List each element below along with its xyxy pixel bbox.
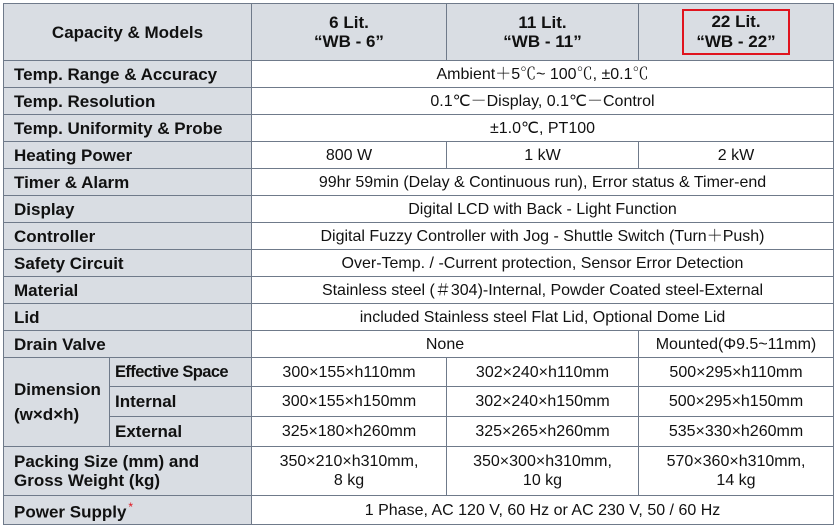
model-22-header <box>639 4 834 61</box>
safety-row <box>4 250 834 277</box>
timer-value: 99hr 59min (Delay & Continuous run), Error status & Timer-end <box>252 169 834 196</box>
internal-22: 500×295×h150mm <box>639 387 834 417</box>
packing-weight-6: 8 kg <box>333 472 365 489</box>
packing-size-6: 350×210×h310mm, <box>279 453 419 470</box>
model-11-header <box>447 4 639 61</box>
drain-label: Drain Valve <box>4 331 252 358</box>
packing-size-22: 570×360×h310mm, <box>666 453 806 470</box>
dimension-label-line1: Dimension <box>14 380 101 399</box>
model-wb11: “WB - 11” <box>503 32 582 51</box>
drain-value-none: None <box>252 331 639 358</box>
temp-range-value: Ambient＋5℃~ 100℃, ±0.1℃ <box>252 61 834 88</box>
packing-size-11: 350×300×h310mm, <box>473 453 612 470</box>
spec-table <box>3 3 834 525</box>
temp-resolution-value: 0.1℃－Display, 0.1℃－Control <box>252 88 834 115</box>
display-label: Display <box>4 196 252 223</box>
material-row <box>4 277 834 304</box>
controller-value: Digital Fuzzy Controller with Jog - Shuttle Switch (Turn＋Push) <box>252 223 834 250</box>
power-value: 1 Phase, AC 120 V, 60 Hz or AC 230 V, 50 / 60 Hz <box>252 496 834 525</box>
material-value: Stainless steel (＃304)-Internal, Powder Coated steel-External <box>252 277 834 304</box>
display-row <box>4 196 834 223</box>
power-label-text: Power Supply <box>14 502 127 522</box>
external-11: 325×265×h260mm <box>447 417 639 447</box>
effective-6: 300×155×h110mm <box>252 358 447 387</box>
capacity-6: 6 Lit. <box>329 13 369 32</box>
power-row <box>4 496 834 525</box>
internal-label: Internal <box>110 387 252 417</box>
display-value: Digital LCD with Back - Light Function <box>252 196 834 223</box>
external-label: External <box>110 417 252 447</box>
model-wb22: “WB - 22” <box>696 32 776 51</box>
capacity-models-header: Capacity & Models <box>4 4 252 61</box>
lid-value: included Stainless steel Flat Lid, Optional Dome Lid <box>252 304 834 331</box>
packing-22 <box>639 447 834 496</box>
heating-power-11: 1 kW <box>447 142 639 169</box>
temp-resolution-row <box>4 88 834 115</box>
material-label: Material <box>4 277 252 304</box>
packing-weight-22: 14 kg <box>716 472 756 489</box>
external-22: 535×330×h260mm <box>639 417 834 447</box>
capacity-11: 11 Lit. <box>518 13 567 32</box>
drain-row <box>4 331 834 358</box>
packing-label-line1: Packing Size (mm) and <box>14 452 200 471</box>
controller-row <box>4 223 834 250</box>
power-label <box>4 496 252 525</box>
timer-label: Timer & Alarm <box>4 169 252 196</box>
heating-power-label: Heating Power <box>4 142 252 169</box>
drain-value-mounted: Mounted(Φ9.5~11mm) <box>639 331 834 358</box>
safety-label: Safety Circuit <box>4 250 252 277</box>
model-6-header <box>252 4 447 61</box>
header-row <box>4 4 834 61</box>
effective-11: 302×240×h110mm <box>447 358 639 387</box>
dimension-effective-row <box>4 358 834 387</box>
temp-range-row <box>4 61 834 88</box>
safety-value: Over-Temp. / -Current protection, Sensor Error Detection <box>252 250 834 277</box>
packing-weight-11: 10 kg <box>522 472 563 489</box>
external-6: 325×180×h260mm <box>252 417 447 447</box>
internal-11: 302×240×h150mm <box>447 387 639 417</box>
model-wb6: “WB - 6” <box>314 32 384 51</box>
packing-6 <box>252 447 447 496</box>
internal-6: 300×155×h150mm <box>252 387 447 417</box>
dimension-label <box>4 358 110 447</box>
temp-uniformity-row <box>4 115 834 142</box>
heating-power-6: 800 W <box>252 142 447 169</box>
packing-row <box>4 447 834 496</box>
capacity-22: 22 Lit. <box>711 12 761 31</box>
dimension-external-row <box>4 417 834 447</box>
timer-row <box>4 169 834 196</box>
lid-label: Lid <box>4 304 252 331</box>
temp-uniformity-label: Temp. Uniformity & Probe <box>4 115 252 142</box>
controller-label: Controller <box>4 223 252 250</box>
temp-uniformity-value: ±1.0℃, PT100 <box>252 115 834 142</box>
dimension-internal-row <box>4 387 834 417</box>
packing-11 <box>447 447 639 496</box>
heating-power-row <box>4 142 834 169</box>
power-asterisk: * <box>128 500 134 515</box>
heating-power-22: 2 kW <box>639 142 834 169</box>
highlight-box <box>682 9 789 55</box>
packing-label <box>4 447 252 496</box>
effective-22: 500×295×h110mm <box>639 358 834 387</box>
effective-space-label: Effective Space <box>110 358 252 387</box>
temp-resolution-label: Temp. Resolution <box>4 88 252 115</box>
lid-row <box>4 304 834 331</box>
temp-range-label: Temp. Range & Accuracy <box>4 61 252 88</box>
dimension-label-line2: (w×d×h) <box>14 405 80 424</box>
packing-label-line2: Gross Weight (kg) <box>14 471 161 490</box>
